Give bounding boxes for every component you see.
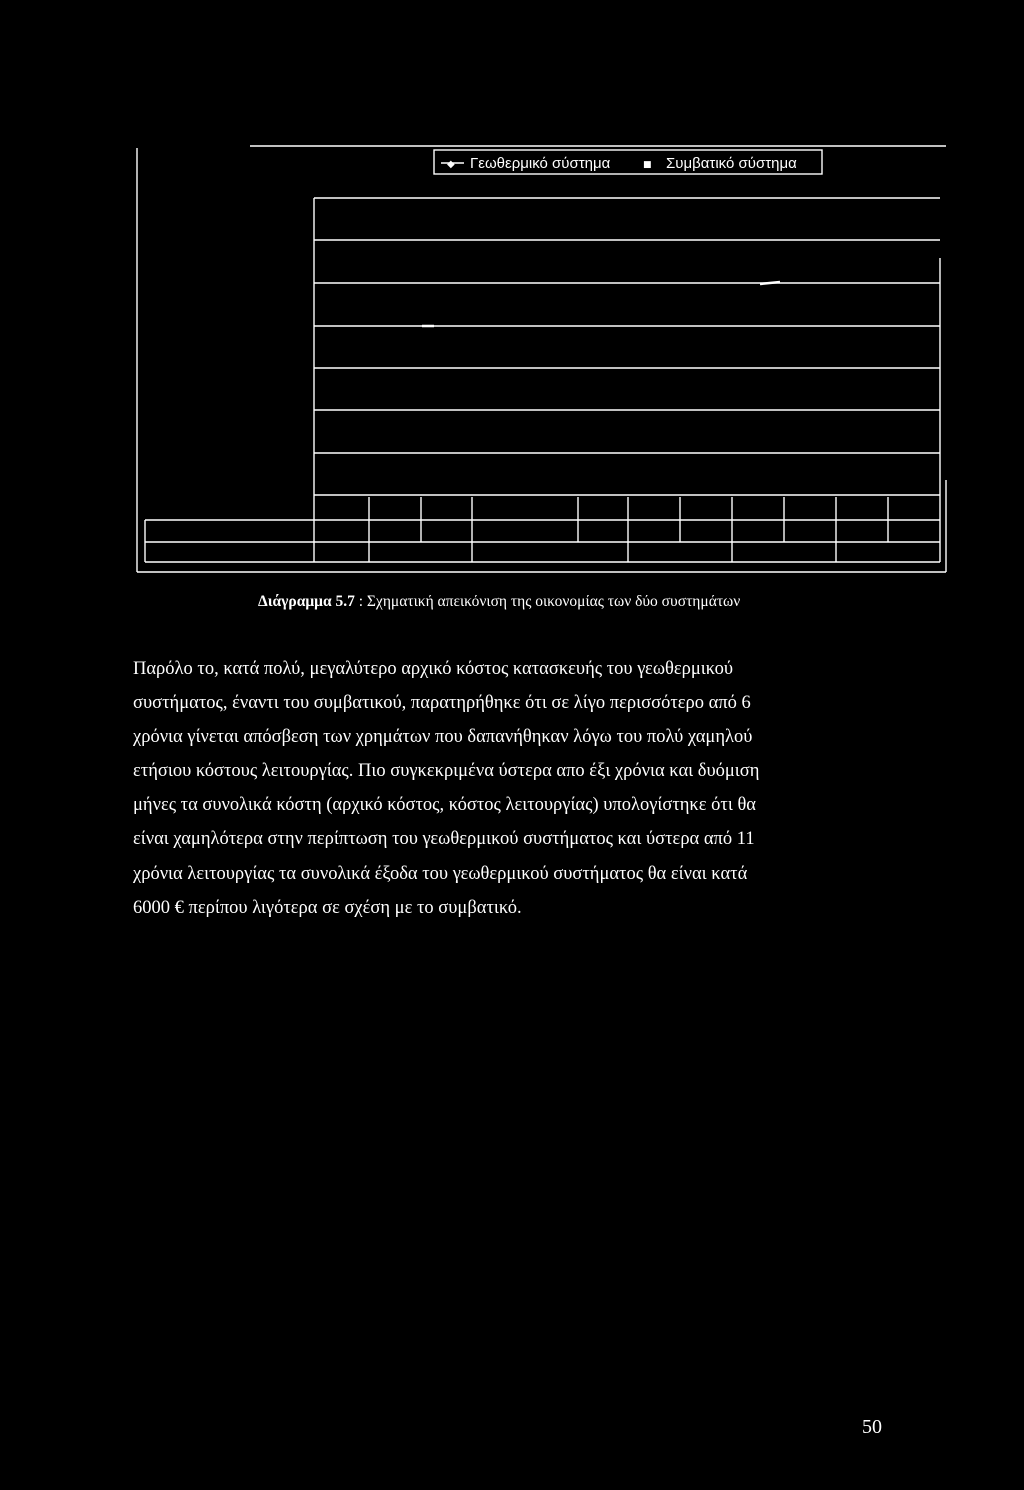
paragraph-line: Παρόλο το, κατά πολύ, μεγαλύτερο αρχικό κόστος κατασκευής του γεωθερμικού	[133, 659, 734, 679]
paragraph-line: χρόνια λειτουργίας τα συνολικά έξοδα του γεωθερμικού συστήματος θα είναι κατά	[133, 863, 748, 884]
legend	[441, 155, 797, 172]
paragraph-line: 6000 € περίπου λιγότερα σε σχέση με το συμβατικό.	[133, 897, 522, 918]
figure-5-7	[0, 0, 1024, 580]
paragraph-line: ετήσιου κόστους λειτουργίας. Πιο συγκεκριμένα ύστερα απο έξι χρόνια και δυόμιση	[133, 761, 760, 782]
paragraph-line: μήνες τα συνολικά κόστη (αρχικό κόστος, κόστος λειτουργίας) υπολογίστηκε ότι θα	[133, 795, 756, 816]
body-paragraph	[133, 652, 893, 925]
legend-label-geothermal: Γεωθερμικό σύστημα	[470, 155, 611, 172]
paragraph-line: είναι χαμηλότερα στην περίπτωση του γεωθερμικού συστήματος και ύστερα από 11	[133, 829, 755, 850]
legend-label-conventional: Συμβατικό σύστημα	[666, 155, 797, 172]
figure-caption	[258, 593, 898, 611]
legend-diamond-marker: ◆	[447, 159, 455, 170]
caption-text: : Σχηματική απεικόνιση της οικονομίας των δύο συστημάτων	[354, 593, 741, 610]
paragraph-line: χρόνια γίνεται απόσβεση των χρημάτων που δαπανήθηκαν λόγω του πολύ χαμηλού	[133, 727, 753, 748]
page-number: 50	[862, 1416, 882, 1438]
paragraph-line: συστήματος, έναντι του συμβατικού, παρατηρήθηκε ότι σε λίγο περισσότερο από 6	[133, 693, 751, 714]
legend-square-marker: ■	[643, 160, 652, 170]
caption-label: Διάγραμμα 5.7	[258, 593, 355, 610]
